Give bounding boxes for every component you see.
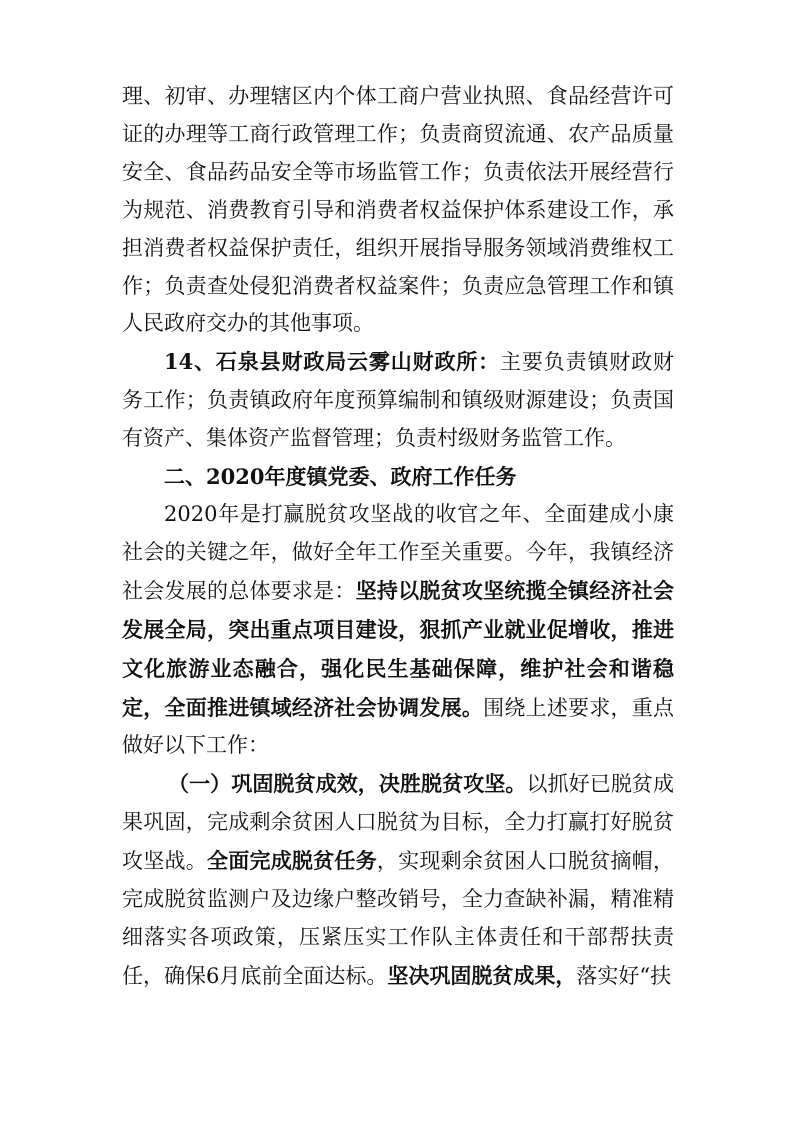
paragraph-text-1: 以抓好已脱贫成果巩固，完成剩余贫困人口脱贫为目标，全力打赢打好脱贫攻坚战。 <box>122 772 675 874</box>
paragraph-market-supervision <box>122 78 674 343</box>
section-heading-2020-tasks <box>122 458 674 496</box>
paragraph-intro: 2020年是打赢脱贫攻坚战的收官之年、全面建成小康社会的关键之年，做好全年工作至关重要。今年，我镇经济社会发展的总体要求是： <box>122 501 674 603</box>
paragraph-text-3: 落实好“扶 <box>576 963 672 988</box>
paragraph-poverty-alleviation <box>122 765 674 995</box>
paragraph-text: 理、初审、办理辖区内个体工商户营业执照、食品经营许可证的办理等工商行政管理工作；负责商贸流通、农产品质量安全、食品药品安全等市场监管工作；负责依法开展经营行为规范、消费教育引导和消费者权益保护体系建设工作，承担消费者权益保护责任，组织开展指导服务领域消费维权工作；负责查处侵犯消费者权益案件；负责应急管理工作和镇人民政府交办的其他事项。 <box>122 84 674 336</box>
paragraph-tail: 围绕上述要求，重点做好以下工作： <box>122 695 675 758</box>
paragraph-lead: 14、石泉县财政局云雾山财政所： <box>164 349 501 375</box>
paragraph-general-requirements <box>122 496 674 765</box>
paragraph-bold-requirements: 坚持以脱贫攻坚统揽全镇经济社会发展全局，突出重点项目建设，狠抓产业就业促增收，推进文化旅游业态融合，强化民生基础保障，维护社会和谐稳定，全面推进镇域经济社会协调发展。 <box>122 577 674 720</box>
paragraph-bold-1: 全面完成脱贫任务 <box>206 848 377 874</box>
paragraph-text: 主要负责镇财政财务工作；负责镇政府年度预算编制和镇级财源建设；负责国有资产、集体资产监督管理；负责村级财务监管工作。 <box>122 350 675 451</box>
paragraph-lead: （一）巩固脱贫成效，决胜脱贫攻坚。 <box>168 771 527 797</box>
heading-text: 二、2020年度镇党委、政府工作任务 <box>164 464 517 490</box>
paragraph-text-2: ，实现剩余贫困人口脱贫摘帽，完成脱贫监测户及边缘户整改销号，全力查缺补漏，精准精细落实各项政策，压紧压实工作队主体责任和干部帮扶责任，确保6月底前全面达标。 <box>122 849 675 988</box>
document-body <box>122 78 674 996</box>
paragraph-finance-office <box>122 343 674 458</box>
paragraph-bold-2: 坚决巩固脱贫成果， <box>387 962 577 988</box>
